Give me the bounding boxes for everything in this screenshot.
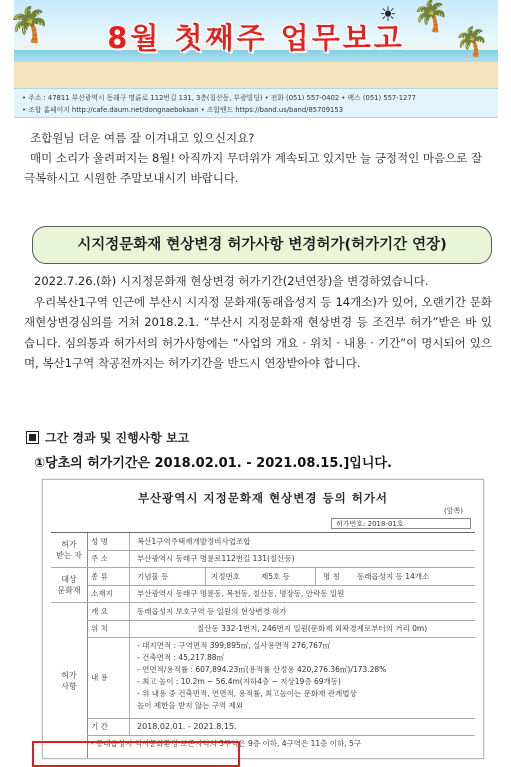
section-title: 시지정문화재 현상변경 허가사항 변경허가(허가기간 연장) — [32, 226, 492, 264]
square-bullet-icon — [26, 431, 39, 444]
group-target: 대상 문화재 — [51, 568, 88, 603]
contact-links: • 조합 홈페이지 http://cafe.daum.net/dongnaeboksan • 조합밴드 https://band.us/band/85709153 — [22, 106, 344, 114]
content-detail-line: - 위 내용 중 건축면적, 연면적, 용적률, 최고높이는 문화재 관계법상 — [137, 689, 357, 698]
row-value: 부산광역시 동래구 명륜동, 복천동, 칠산동, 명장동, 안락동 일원 — [137, 589, 345, 598]
row-value: 복산1구역주택재개발정비사업조합 — [137, 537, 251, 546]
row-value: 칠산동 332-1번지, 246번지 일원(문화재 외곽경계로부터의 거리 0m) — [197, 624, 428, 633]
content-detail-line: - 건축면적 : 45,217.88㎡ — [137, 653, 225, 662]
content-detail-line: 높이 제한을 받지 않는 구역 제외 — [137, 701, 244, 710]
header-banner — [8, 0, 498, 88]
sun-icon: ☀ — [379, 2, 397, 26]
permit-document-image — [42, 479, 484, 759]
body-text — [24, 271, 492, 374]
row-label: 성 명 — [91, 537, 108, 546]
sand-decoration — [14, 62, 498, 88]
palm-tree-icon: 🌴 — [8, 5, 51, 45]
row-value: 동래읍성지 등 14개소 — [357, 572, 430, 581]
intro-message: 매미 소리가 울려퍼지는 8월! 아직까지 무더위가 계속되고 있지만 늘 긍정적인 마음으로 잘 극복하시고 시원한 주말보내시기 바랍니다. — [24, 151, 483, 185]
row-label: 개 요 — [91, 607, 108, 616]
content-detail-line: - 연면적/용적률 : 607,894.23㎡(용적률 산정용 420,276.36㎡)/173.28% — [137, 665, 387, 674]
group-applicant: 허가 받는 자 — [51, 533, 88, 568]
period-highlight-box — [32, 741, 240, 767]
row-value: 부산광역시 동래구 명륜로112번길 131(칠산동) — [137, 554, 295, 563]
row-label: 소재지 — [91, 589, 113, 598]
row-label: 종 류 — [91, 572, 108, 581]
row-label: 위 치 — [91, 624, 108, 633]
progress-heading — [26, 429, 189, 446]
body-paragraph: 우리복산1구역 인근에 부산시 시지정 문화재(동래읍성지 등 14개소)가 있어, 오랜기간 문화재현상변경심의를 거쳐 2018.2.1. “부산시 지정문화재 현상변경 등 조건부 허가”받은 바 있습니다. 심의통과 허가서의 허가사항에는 “사업의 개요 · 위치 · 내용 · 기간”이 명시되어 있으며, 복산1구역 착공전까지는 허가기간을 반드시 연장받아야 합니다. — [24, 294, 492, 370]
row-label: 지정번호 — [211, 572, 240, 581]
permit-period-value: 2018.02.01. - 2021.8.15. — [137, 722, 237, 731]
row-label: 주 소 — [91, 554, 108, 563]
page-title: 8월 첫째주 업무보고 — [107, 21, 405, 55]
body-paragraph: 2022.7.26.(화) 시지정문화재 현상변경 허가기간(2년연장)을 변경하였습니다. — [34, 274, 429, 288]
contact-address: • 주소 : 47811 부산광역시 동래구 명륜로 112번길 131, 3층(칠산동, 부광빌딩) • 전화 (051) 557-0402 • 팩스 (051) 557-1277 — [22, 94, 416, 102]
sub-heading: ①당초의 허가기간은 2018.02.01. - 2021.08.15.]입니다. — [34, 456, 392, 471]
document-title: 부산광역시 지정문화재 현상변경 등의 허가서 — [137, 491, 389, 505]
intro-text — [24, 128, 490, 188]
row-value: 기념물 등 — [137, 572, 169, 581]
row-label: 기 간 — [91, 722, 108, 731]
palm-tree-icon: 🌴 — [454, 25, 489, 58]
row-value: - 동래읍성지 역사문화환경 보존지역의 3구역은 9층 이하, 4구역은 11층 이하, 5구 — [91, 739, 362, 748]
progress-heading-label: 그간 경과 및 진행사항 보고 — [45, 431, 190, 445]
intro-greeting: 조합원님 더운 여름 잘 이겨내고 있으신지요? — [30, 131, 255, 145]
document-page-mark: (앞쪽) — [444, 507, 463, 515]
contact-info-bar — [14, 88, 498, 118]
row-label: 명 칭 — [323, 572, 340, 581]
permit-number: 허가번호: 2018-01호 — [331, 518, 471, 529]
content-detail-line: - 대지면적 : 구역면적 399,895㎡, 실사용면적 276,767㎡ — [137, 641, 331, 650]
row-value: 동래읍성지 보호구역 등 일원의 현상변경 허가 — [137, 607, 287, 616]
row-value: 제5호 등 — [261, 572, 290, 581]
group-matters: 허가 사항 — [51, 603, 88, 758]
palm-tree-icon: 🌴 — [412, 0, 450, 34]
content-detail-line: - 최고 높이 : 10.2m ~ 56.4m(지하4층 ~ 지상19층 69개동) — [137, 677, 341, 686]
row-label: 내 용 — [91, 673, 108, 682]
